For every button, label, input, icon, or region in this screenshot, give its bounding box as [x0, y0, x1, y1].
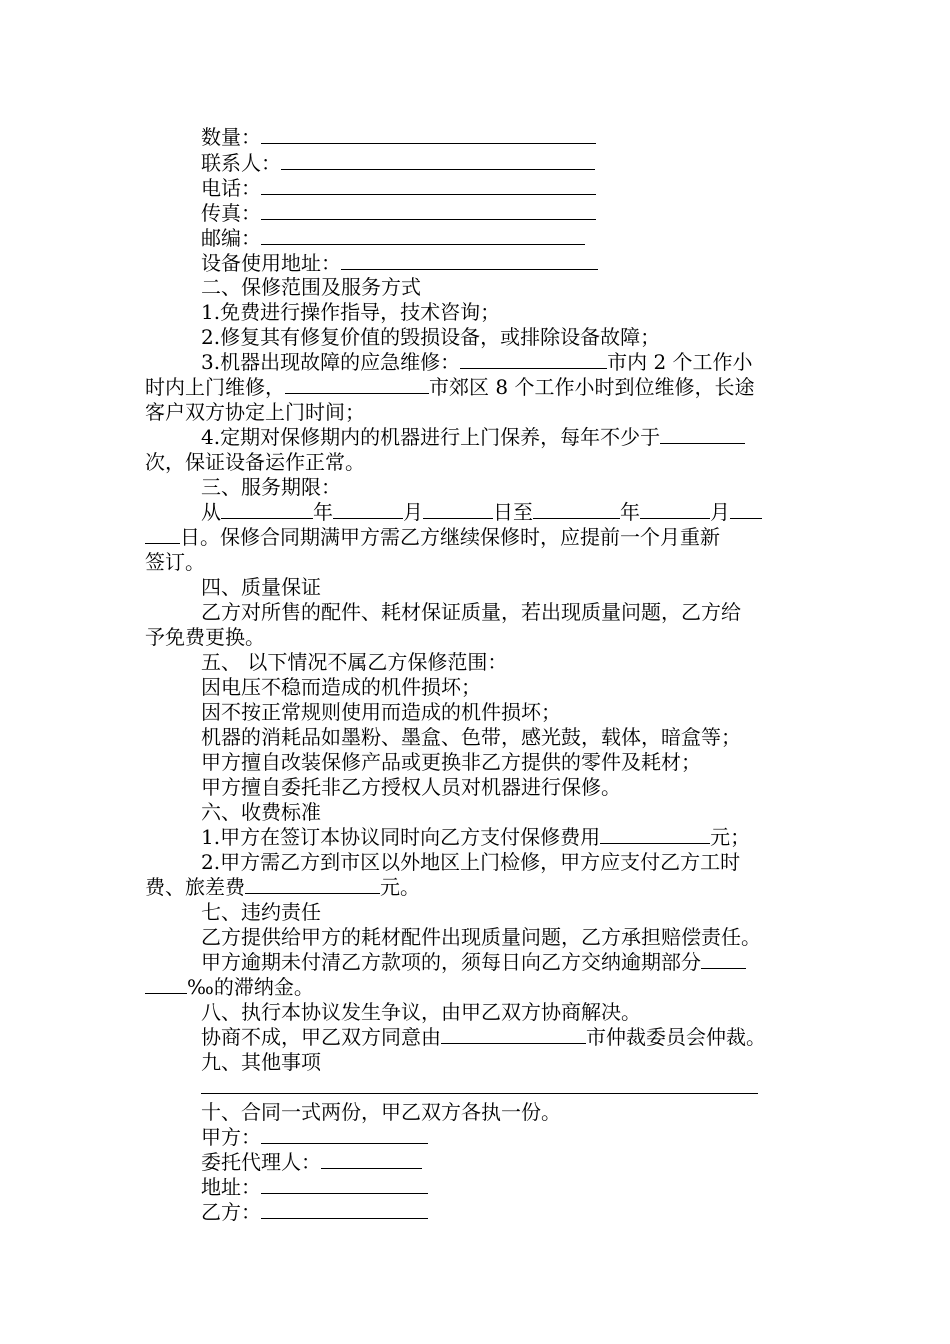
s7-line-1: 乙方提供给甲方的耗材配件出现质量问题，乙方承担赔偿责任。 — [201, 925, 761, 949]
section-2-heading: 二、保修范围及服务方式 — [201, 275, 421, 299]
phone-blank — [261, 177, 596, 195]
s8-text-b: 市仲裁委员会仲裁。 — [586, 1025, 766, 1049]
fax-blank — [261, 202, 596, 220]
agent-label: 委托代理人： — [201, 1150, 321, 1174]
party-a-blank — [261, 1126, 428, 1144]
s3-year-2: 年 — [620, 500, 640, 524]
section-3-heading: 三、服务期限： — [201, 475, 341, 499]
s6-item-2-unit: 元。 — [380, 875, 420, 899]
sign-address-label: 地址： — [201, 1175, 261, 1199]
section-7-heading: 七、违约责任 — [201, 900, 321, 924]
s2-item-3-text-c: 时内上门维修， — [145, 375, 285, 399]
s9-other-blank — [201, 1076, 758, 1094]
postcode-row — [201, 226, 585, 250]
postcode-blank — [261, 227, 585, 245]
s3-start-month-blank — [333, 501, 403, 519]
s3-from: 从 — [201, 500, 221, 524]
postcode-label: 邮编： — [201, 226, 261, 250]
section-4-heading: 四、质量保证 — [201, 575, 321, 599]
s6-item-2-text-b: 费、旅差费 — [145, 875, 245, 899]
s3-start-year-blank — [221, 501, 313, 519]
s3-renew-line-2: 签订。 — [145, 550, 205, 574]
s5-item-1: 因电压不稳而造成的机件损坏； — [201, 675, 481, 699]
s3-renew-text-a: 。保修合同期满甲方需乙方继续保修时，应提前一个月重新 — [200, 525, 720, 549]
party-b-blank — [261, 1201, 428, 1219]
s4-line-2: 予免费更换。 — [145, 625, 265, 649]
s2-item-2: 2.修复其有修复价值的毁损设备，或排除设备故障； — [201, 325, 661, 349]
s6-item-1-text: 1.甲方在签订本协议同时向乙方支付保修费用 — [201, 825, 601, 849]
s7-line-2 — [201, 950, 746, 974]
s8-text-a: 协商不成，甲乙双方同意由 — [201, 1025, 441, 1049]
s3-day-to: 日至 — [493, 500, 533, 524]
s2-item-4-blank — [660, 426, 745, 444]
s6-item-2-line-1: 2.甲方需乙方到市区以外地区上门检修，甲方应支付乙方工时 — [201, 850, 741, 874]
fax-label: 传真： — [201, 201, 261, 225]
section-10-heading: 十、合同一式两份，甲乙双方各执一份。 — [201, 1100, 561, 1124]
s8-line — [201, 1025, 766, 1049]
agent-blank — [321, 1151, 422, 1169]
s3-year-1: 年 — [313, 500, 333, 524]
section-9-heading: 九、其他事项 — [201, 1050, 321, 1074]
s2-item-3-blank-2 — [285, 376, 429, 394]
s2-item-3-text-d: 市郊区 8 个工作小时到位维修，长途 — [429, 375, 755, 399]
s7-rate-blank-a — [701, 951, 746, 969]
s3-renew-line-1 — [145, 525, 720, 549]
party-a-label: 甲方： — [201, 1125, 261, 1149]
address-label: 设备使用地址： — [201, 251, 341, 275]
s2-item-3-line-1 — [201, 350, 753, 374]
s5-item-2: 因不按正常规则使用而造成的机件损坏； — [201, 700, 561, 724]
s2-item-4-line-1 — [201, 425, 745, 449]
s5-item-3: 机器的消耗品如墨粉、墨盒、色带，感光鼓，载体，暗盒等； — [201, 725, 741, 749]
contact-blank — [281, 152, 595, 170]
address-blank — [341, 252, 598, 270]
s3-day: 日 — [180, 525, 200, 549]
s5-item-4: 甲方擅自改装保修产品或更换非乙方提供的零件及耗材； — [201, 750, 701, 774]
s2-item-3-text-b: 市内 2 个工作小 — [607, 350, 753, 374]
phone-row — [201, 176, 596, 200]
s3-date-line — [201, 500, 762, 524]
s2-item-3-blank-1 — [460, 351, 607, 369]
agent-row — [201, 1150, 422, 1174]
sign-address-blank — [261, 1176, 428, 1194]
s3-end-month-blank — [640, 501, 710, 519]
s4-line-1: 乙方对所售的配件、耗材保证质量，若出现质量问题，乙方给 — [201, 600, 741, 624]
s2-item-1: 1.免费进行操作指导，技术咨询； — [201, 300, 501, 324]
s6-item-1-unit: 元； — [710, 825, 751, 849]
s2-item-3-text-a: 3.机器出现故障的应急维修： — [201, 350, 461, 374]
s7-rate-blank-b — [145, 976, 187, 994]
quantity-label: 数量： — [201, 125, 261, 149]
contact-label: 联系人： — [201, 151, 281, 175]
fax-row — [201, 201, 596, 225]
s2-item-3-line-2 — [145, 375, 754, 399]
section-8-heading: 八、执行本协议发生争议，由甲乙双方协商解决。 — [201, 1000, 641, 1024]
s6-travel-fee-blank — [245, 876, 380, 894]
sign-address-row — [201, 1175, 428, 1199]
s7-line-3 — [145, 975, 314, 999]
s8-city-blank — [441, 1026, 586, 1044]
s5-item-5: 甲方擅自委托非乙方授权人员对机器进行保修。 — [201, 775, 621, 799]
address-row — [201, 251, 598, 275]
s2-item-3-line-3: 客户双方协定上门时间； — [145, 400, 365, 424]
party-b-row — [201, 1200, 428, 1224]
s2-item-4-line-2: 次，保证设备运作正常。 — [145, 450, 365, 474]
s3-end-year-blank — [533, 501, 620, 519]
quantity-row — [201, 125, 596, 149]
party-b-label: 乙方： — [201, 1200, 261, 1224]
s2-item-4-text-a: 4.定期对保修期内的机器进行上门保养，每年不少于 — [201, 425, 661, 449]
s3-start-day-blank — [423, 501, 493, 519]
party-a-row — [201, 1125, 428, 1149]
quantity-blank — [261, 126, 596, 144]
s7-late-fee-text: ‰的滞纳金。 — [187, 975, 314, 999]
s3-end-day-blank-a — [730, 501, 762, 519]
s6-item-2-line-2 — [145, 875, 420, 899]
s3-month-2: 月 — [710, 500, 730, 524]
phone-label: 电话： — [201, 176, 261, 200]
s7-line-2-text: 甲方逾期未付清乙方款项的，须每日向乙方交纳逾期部分 — [201, 950, 701, 974]
contact-row — [201, 151, 595, 175]
section-5-heading: 五、 以下情况不属乙方保修范围： — [201, 650, 508, 674]
s6-fee-blank — [600, 826, 710, 844]
s9-other-line — [201, 1075, 758, 1099]
s6-item-1 — [201, 825, 750, 849]
s3-end-day-blank-b — [145, 526, 180, 544]
s3-month-1: 月 — [403, 500, 423, 524]
section-6-heading: 六、收费标准 — [201, 800, 321, 824]
